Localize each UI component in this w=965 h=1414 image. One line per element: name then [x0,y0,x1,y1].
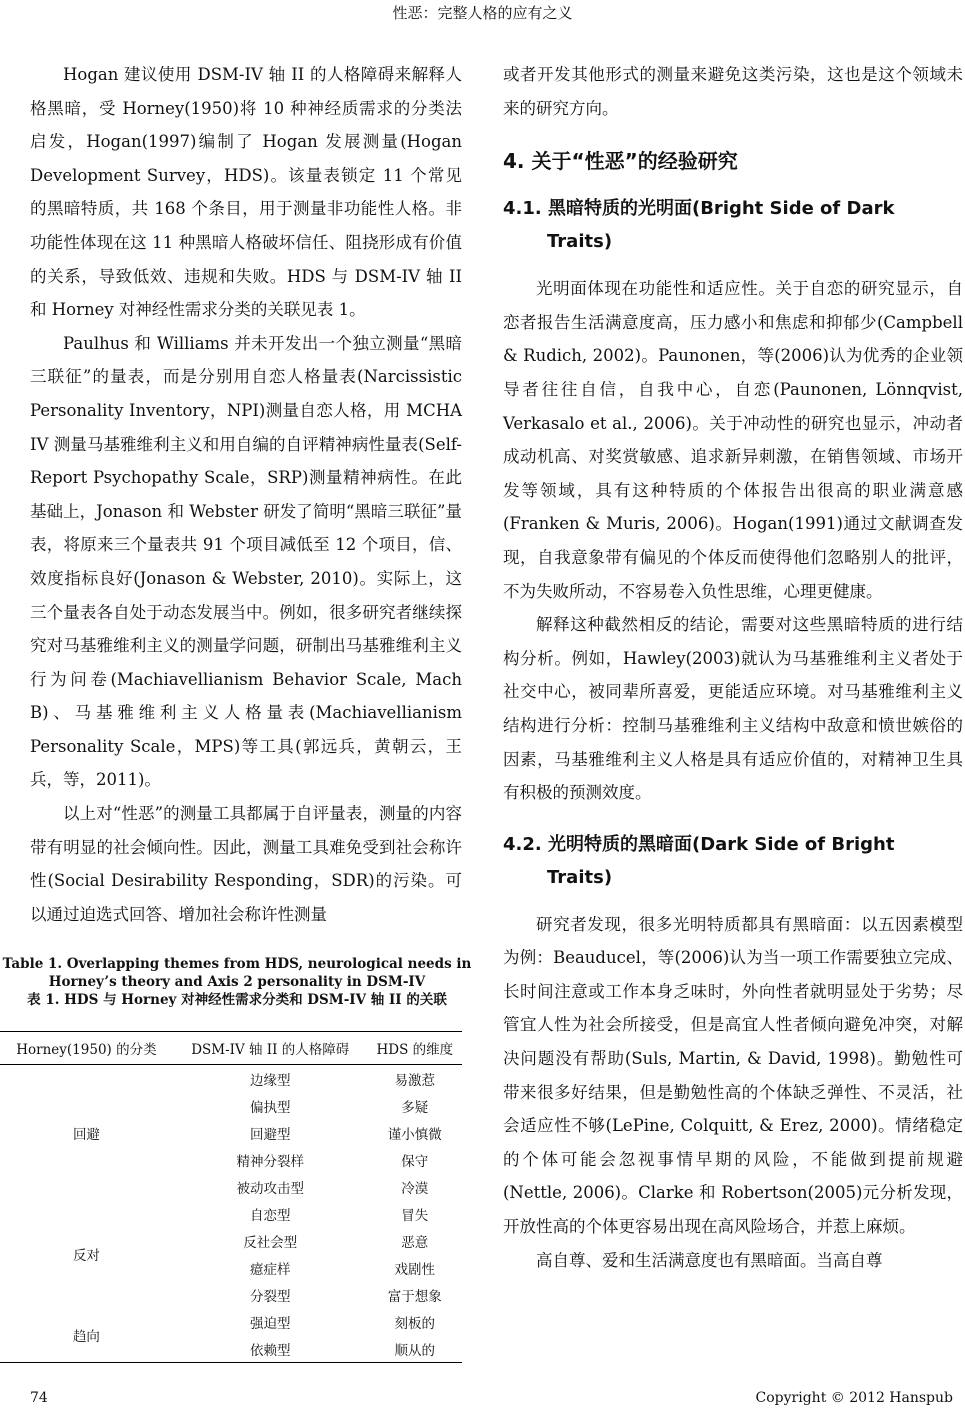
table-caption-en: Table 1. Overlapping themes from HDS, neurological needs in Horney’s theory and Axis 2 personality in DSM-IV [2,956,472,991]
column-header: Horney(1950) 的分类 [0,1032,173,1065]
disorder-cell: 依赖型 [173,1335,368,1363]
table-caption [2,955,472,1009]
category-cell: 反对 [72,1248,100,1265]
table-row [0,1200,462,1227]
hds-dimension-cell: 戏剧性 [394,1261,436,1278]
disorder-cell: 自恋型 [249,1207,291,1224]
disorder-cell: 边缘型 [249,1072,291,1089]
table-1 [0,1031,462,1363]
disorder-cell: 回避型 [249,1126,291,1143]
disorder-cell: 偏执型 [249,1099,291,1116]
category-cell: 趋向 [0,1308,173,1363]
section-heading: 4. 关于“性恶”的经验研究 [503,149,738,174]
subsection-heading: 4.1. 黑暗特质的光明面(Bright Side of Dark Traits) [503,198,895,253]
table-row [0,1308,462,1335]
disorder-cell: 癔症样 [249,1261,291,1278]
hds-dimension-cell: 易激惹 [394,1072,436,1089]
hds-dimension-cell: 富于想象 [387,1288,442,1305]
disorder-cell: 强迫型 [249,1315,291,1332]
category-cell: 回避 [72,1126,100,1143]
paragraph: 高自尊、爱和生活满意度也有黑暗面。当高自尊 [536,1250,883,1270]
table-caption-zh: 表 1. HDS 与 Horney 对神经性需求分类和 DSM-IV 轴 II 的关联 [27,992,447,1009]
paragraph: 以上对“性恶”的测量工具都属于自评量表，测量的内容带有明显的社会倾向性。因此，测量工具难免受到社会称许性(Social Desirability Responding，SDR)的污染。可以通过迫选式回答、增加社会称许性测量 [30,804,462,924]
paragraph: 光明面体现在功能性和适应性。关于自恋的研究显示，自恋者报告生活满意度高，压力感小和焦虑和抑郁少(Campbell & Rudich, 2002)。Paunonen，等(2006)认为优秀的企业领导者往往自信，自我中心，自恋(Paunonen, Lönnqvist, Verkasalo et al., 2006)。关于冲动性的研究也显示，冲动者成动机高、对奖赏敏感、追求新异刺激，在销售领域、市场开发等领域，具有这种特质的个体报告出很高的职业满意感(Franken & Muris, 2006)。Hogan(1991)通过文献调查发现，自我意象带有偏见的个体反而使得他们忽略别人的批评，不为失败所动，不容易卷入负性思维，心理更健康。 [503,279,963,601]
right-column [503,58,963,1277]
hds-dimension-cell: 恶意 [401,1234,429,1251]
hds-dimension-cell: 多疑 [401,1099,429,1116]
paragraph: Paulhus 和 Williams 并未开发出一个独立测量“黑暗三联征”的量表，而是分别用自恋人格量表(Narcissistic Personality Inventory，NPI)测量自恋人格，用 MCHA IV 测量马基雅维利主义和用自编的自评精神病性量表(Self-Report Psychopathy Scale，SRP)测量精神病性。在此基础上，Jonason 和 Webster 研发了简明“黑暗三联征”量表，将原来三个量表共 91 个项目减低至 12 个项目，信、效度指标良好(Jonason & Webster, 2010)。实际上，这三个量表各自处于动态发展当中。例如，很多研究者继续探究对马基雅维利主义的测量学问题，研制出马基雅维利主义行为问卷(Machiavellianism Behavior Scale, Mach B)、马基雅维利主义人格量表(Machiavellianism Personality Scale，MPS)等工具(郭远兵，黄朝云，王兵，等，2011)。 [30,333,462,790]
disorder-cell: 反社会型 [243,1234,298,1251]
running-header: 性恶：完整人格的应有之义 [392,4,573,22]
paragraph: Hogan 建议使用 DSM-IV 轴 II 的人格障碍来解释人格黑暗，受 Horney(1950)将 10 种神经质需求的分类法启发，Hogan(1997)编制了 Hogan 发展测量(Hogan Development Survey，HDS)。该量表锁定 11 个常见的黑暗特质，共 168 个条目，用于测量非功能性人格。非功能性体现在这 11 种黑暗人格破坏信任、阻挠形成有价值的关系，导致低效、违规和失败。HDS 与 DSM-IV 轴 II 和 Horney 对神经性需求分类的关联见表 1。 [30,65,462,320]
paragraph: 研究者发现，很多光明特质都具有黑暗面：以五因素模型为例：Beauducel，等(2006)认为当一项工作需要独立完成、长时间注意或工作本身乏味时，外向性者就明显处于劣势；尽管宜人性为社会所接受，但是高宜人性者倾向避免冲突，对解决问题没有帮助(Suls, Martin, & David, 1998)。勤勉性可带来很多好结果，但是勤勉性高的个体缺乏弹性、不灵活，社会适应性不够(LePine, Colquitt, & Erez, 2000)。情绪稳定的个体可能会忽视事情早期的风险，不能做到提前规避(Nettle, 2006)。Clarke 和 Robertson(2005)元分析发现，开放性高的个体更容易出现在高风险场合，并惹上麻烦。 [503,914,963,1237]
column-header: DSM-IV 轴 II 的人格障碍 [173,1032,368,1065]
hds-dimension-cell: 冒失 [401,1207,429,1224]
left-column [2,58,472,1363]
disorder-cell: 分裂型 [249,1288,291,1305]
hds-dimension-cell: 顺从的 [368,1335,462,1363]
copyright: Copyright © 2012 Hanspub [755,1390,953,1406]
disorder-cell: 被动攻击型 [236,1180,304,1197]
hds-dimension-cell: 冷漠 [401,1180,429,1197]
disorder-cell: 精神分裂样 [236,1153,304,1170]
hds-dimension-cell: 保守 [401,1153,429,1170]
hds-dimension-cell: 谨小慎微 [387,1126,442,1143]
subsection-heading: 4.2. 光明特质的黑暗面(Dark Side of Bright Traits) [503,833,895,888]
table-row [0,1065,462,1093]
column-header: HDS 的维度 [368,1032,462,1065]
page-number: 74 [30,1390,48,1406]
paragraph: 解释这种截然相反的结论，需要对这些黑暗特质的进行结构分析。例如，Hawley(2003)就认为马基雅维利主义者处于社交中心，被同辈所喜爱，更能适应环境。对马基雅维利主义结构进行分析：控制马基雅维利主义结构中敌意和愤世嫉俗的因素，马基雅维利主义人格是具有适应价值的，对精神卫生具有积极的预测效度。 [503,615,963,803]
hds-dimension-cell: 刻板的 [394,1315,436,1332]
paragraph: 或者开发其他形式的测量来避免这类污染，这也是这个领域未来的研究方向。 [503,65,963,118]
